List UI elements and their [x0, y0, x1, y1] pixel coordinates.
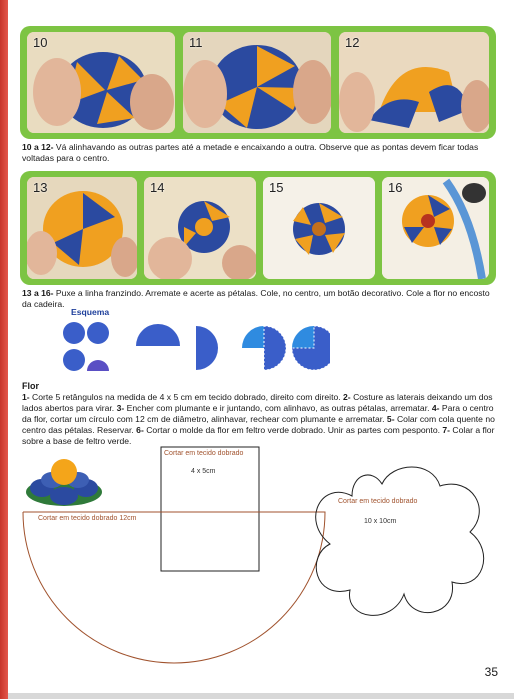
step-text: Corte 5 retângulos na medida de 4 x 5 cm em tecido dobrado, direito com direito.: [29, 392, 344, 402]
semicircle-template-label: Cortar em tecido dobrado 12cm: [38, 515, 137, 522]
flower-template: [316, 467, 484, 615]
step-photo-16: [382, 177, 489, 279]
caption-lead: 13 a 16-: [22, 288, 54, 298]
fabric-ball-illustration: [183, 32, 331, 133]
step-lead: 4-: [431, 403, 440, 413]
step-lead: 1-: [22, 392, 30, 402]
step-lead: 5-: [386, 414, 395, 424]
flor-instructions: [22, 392, 500, 447]
page-number: 35: [484, 665, 498, 679]
step-text: Encher com plumante e ir juntando, com alinhavo, as outras pétalas, arrematar.: [124, 403, 432, 413]
step-text: Costure as laterais deixando um dos lados abertos para virar.: [22, 392, 493, 413]
esquema-circle-3: [63, 349, 85, 371]
page-bottom-band: [8, 693, 514, 699]
rect-template-label: Cortar em tecido dobrado: [164, 450, 244, 457]
esquema-full-circle-a: [292, 326, 314, 348]
caption-text: Puxe a linha franzindo. Arremate e acerte as pétalas. Cole, no centro, um botão decorativo. Cole a flor no encosto da cadeira.: [22, 288, 490, 309]
flor-title: Flor: [22, 381, 39, 391]
step-text: Para o centro da flor, cortar um círculo com 12 cm de diâmetro, alinhavar, rechear com plumante e arrematar.: [22, 403, 494, 424]
esquema-half-circle: [87, 360, 109, 371]
step-photo-15: [263, 177, 375, 279]
esquema-diagram: [60, 320, 330, 376]
esquema-folded-piece: [242, 326, 264, 348]
pattern-templates: [0, 440, 514, 680]
step-lead: 3-: [116, 403, 125, 413]
esquema-circle-1: [63, 322, 85, 344]
caption-steps-10-12: [22, 142, 500, 164]
step-number: 10: [33, 35, 48, 50]
step-text: Colar a flor sobre a base de feltro verde.: [22, 425, 495, 446]
step-photo-13: [27, 177, 137, 279]
step-number: 12: [345, 35, 360, 50]
esquema-circle-2: [87, 322, 109, 344]
step-photo-14: [144, 177, 256, 279]
caption-lead: 10 a 12-: [22, 142, 54, 152]
step-text: Cortar o molde da flor em feltro verde dobrado. Unir as partes com pesponto.: [143, 425, 443, 435]
flower-template-size: 10 x 10cm: [364, 518, 397, 525]
caption-text: Vá alinhavando as outras partes até a metade e encaixando a outra. Observe que as pontas devem ficar todas voltadas para o centro.: [22, 142, 479, 163]
photo-panel-bottom: [20, 171, 496, 285]
esquema-semicircle-2: [196, 326, 218, 370]
step-photo-10: [27, 32, 175, 133]
step-lead: 2-: [343, 392, 351, 402]
step-number: 14: [150, 180, 165, 195]
rect-template-size: 4 x 5cm: [191, 468, 216, 475]
semicircle-template: [23, 512, 325, 663]
step-number: 15: [269, 180, 284, 195]
flower-template-label: Cortar em tecido dobrado: [338, 498, 418, 505]
esquema-title: Esquema: [71, 307, 110, 317]
step-number: 13: [33, 180, 48, 195]
fabric-ball-illustration: [27, 32, 175, 133]
step-lead: 6-: [136, 425, 144, 435]
photo-panel-top: [20, 26, 496, 139]
fabric-ball-illustration: [339, 32, 489, 133]
step-lead: 7-: [442, 425, 451, 435]
step-number: 16: [388, 180, 403, 195]
esquema-semicircle-1: [136, 324, 180, 346]
step-photo-12: [339, 32, 489, 133]
step-photo-11: [183, 32, 331, 133]
rect-template: [161, 447, 259, 571]
esquema-folded-piece-main: [264, 326, 286, 370]
step-number: 11: [189, 35, 203, 50]
step-text: Colar com cola quente no centro das pétalas. Reservar.: [22, 414, 495, 435]
